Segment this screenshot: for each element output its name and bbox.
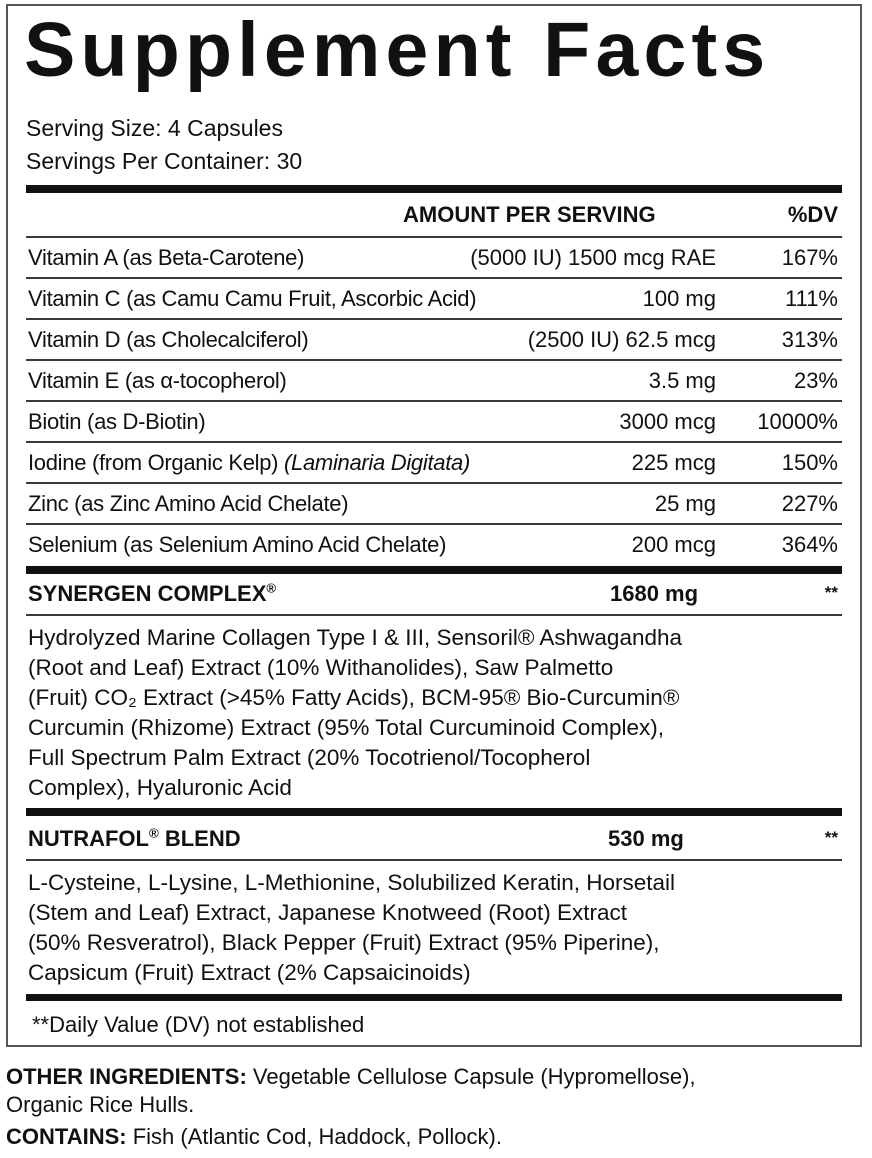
ingredient-line: Curcumin (Rhizome) Extract (95% Total Curcuminoid Complex), <box>28 715 665 740</box>
ingredient-line: Capsicum (Fruit) Extract (2% Capsaicinoids) <box>28 960 471 985</box>
nutrient-amount: 3.5 mg <box>648 368 716 393</box>
thin-divider <box>26 523 842 525</box>
ingredient-line: Full Spectrum Palm Extract (20% Tocotrienol/Tocopherol <box>28 745 591 770</box>
nutrient-dv: 111% <box>784 286 838 311</box>
serving-size: Serving Size: 4 Capsules <box>26 115 283 141</box>
thin-divider <box>26 359 842 361</box>
nutrient-amount: 3000 mcg <box>619 409 716 434</box>
ingredient-line: (Stem and Leaf) Extract, Japanese Knotweed (Root) Extract <box>28 900 628 925</box>
synergen-complex-dv: ** <box>824 583 838 602</box>
dv-footnote: **Daily Value (DV) not established <box>32 1012 365 1037</box>
nutrafol-blend-amount: 530 mg <box>608 826 684 851</box>
synergen-complex-amount: 1680 mg <box>610 581 699 606</box>
thin-divider <box>26 236 842 238</box>
servings-per-container: Servings Per Container: 30 <box>26 148 303 174</box>
ingredient-line: L-Cysteine, L-Lysine, L-Methionine, Solubilized Keratin, Horsetail <box>28 870 675 895</box>
nutrient-dv: 364% <box>781 532 838 557</box>
nutrient-dv: 150% <box>781 450 838 475</box>
contains-label: CONTAINS: <box>6 1124 127 1149</box>
thin-divider <box>26 400 842 402</box>
nutrient-dv: 10000% <box>757 409 838 434</box>
nutrafol-blend-name: NUTRAFOL® BLEND <box>28 825 241 851</box>
nutrient-name: Vitamin A (as Beta-Carotene) <box>28 245 305 270</box>
amount-header: AMOUNT PER SERVING <box>403 202 656 227</box>
thick-divider <box>26 808 842 816</box>
other-ingredients: OTHER INGREDIENTS: Vegetable Cellulose Capsule (Hypromellose), <box>6 1064 696 1089</box>
nutrient-name: Biotin (as D-Biotin) <box>28 409 206 434</box>
thick-divider <box>26 185 842 193</box>
supplement-facts-panel <box>6 4 862 1047</box>
nutrient-dv: 23% <box>793 368 838 393</box>
nutrient-name: Vitamin D (as Cholecalciferol) <box>28 327 309 352</box>
thick-divider <box>26 994 842 1001</box>
nutrient-amount: 225 mcg <box>631 450 716 475</box>
thin-divider <box>26 318 842 320</box>
thin-divider <box>26 859 842 861</box>
ingredient-line: Hydrolyzed Marine Collagen Type I & III, Sensoril® Ashwagandha <box>28 625 683 650</box>
nutrient-name: Iodine (from Organic Kelp) (Laminaria Digitata) <box>28 450 470 475</box>
nutrient-amount: 200 mcg <box>631 532 716 557</box>
thin-divider <box>26 441 842 443</box>
thin-divider <box>26 614 842 616</box>
synergen-complex-name: SYNERGEN COMPLEX® <box>28 580 277 606</box>
ingredient-line: Complex), Hyaluronic Acid <box>28 775 292 800</box>
nutrient-amount: (2500 IU) 62.5 mcg <box>527 327 716 352</box>
ingredient-line: (Root and Leaf) Extract (10% Withanolides), Saw Palmetto <box>28 655 614 680</box>
nutrient-amount: (5000 IU) 1500 mcg RAE <box>470 245 716 270</box>
nutrafol-ingredients <box>28 868 843 988</box>
other-ingredients-continued: Organic Rice Hulls. <box>6 1092 195 1117</box>
synergen-ingredients <box>28 623 843 803</box>
nutrient-name: Zinc (as Zinc Amino Acid Chelate) <box>28 491 349 516</box>
panel-title: Supplement Facts <box>24 7 771 93</box>
ingredient-line: (50% Resveratrol), Black Pepper (Fruit) Extract (95% Piperine), <box>28 930 660 955</box>
nutrient-amount: 100 mg <box>642 286 716 311</box>
nutrafol-blend-dv: ** <box>824 828 838 847</box>
nutrient-dv: 227% <box>781 491 838 516</box>
thick-divider <box>26 566 842 574</box>
dv-header: %DV <box>787 202 838 227</box>
thin-divider <box>26 277 842 279</box>
nutrient-name: Selenium (as Selenium Amino Acid Chelate) <box>28 532 447 557</box>
nutrient-dv: 167% <box>781 245 838 270</box>
contains-statement: CONTAINS: Fish (Atlantic Cod, Haddock, Pollock). <box>6 1124 502 1149</box>
nutrient-name: Vitamin E (as α-tocopherol) <box>28 368 287 393</box>
ingredient-line: (Fruit) CO₂ Extract (>45% Fatty Acids), BCM-95® Bio-Curcumin® <box>28 685 680 710</box>
other-ingredients-label: OTHER INGREDIENTS: <box>6 1064 247 1089</box>
nutrient-dv: 313% <box>781 327 838 352</box>
thin-divider <box>26 482 842 484</box>
nutrient-amount: 25 mg <box>654 491 716 516</box>
nutrient-name: Vitamin C (as Camu Camu Fruit, Ascorbic Acid) <box>28 286 477 311</box>
